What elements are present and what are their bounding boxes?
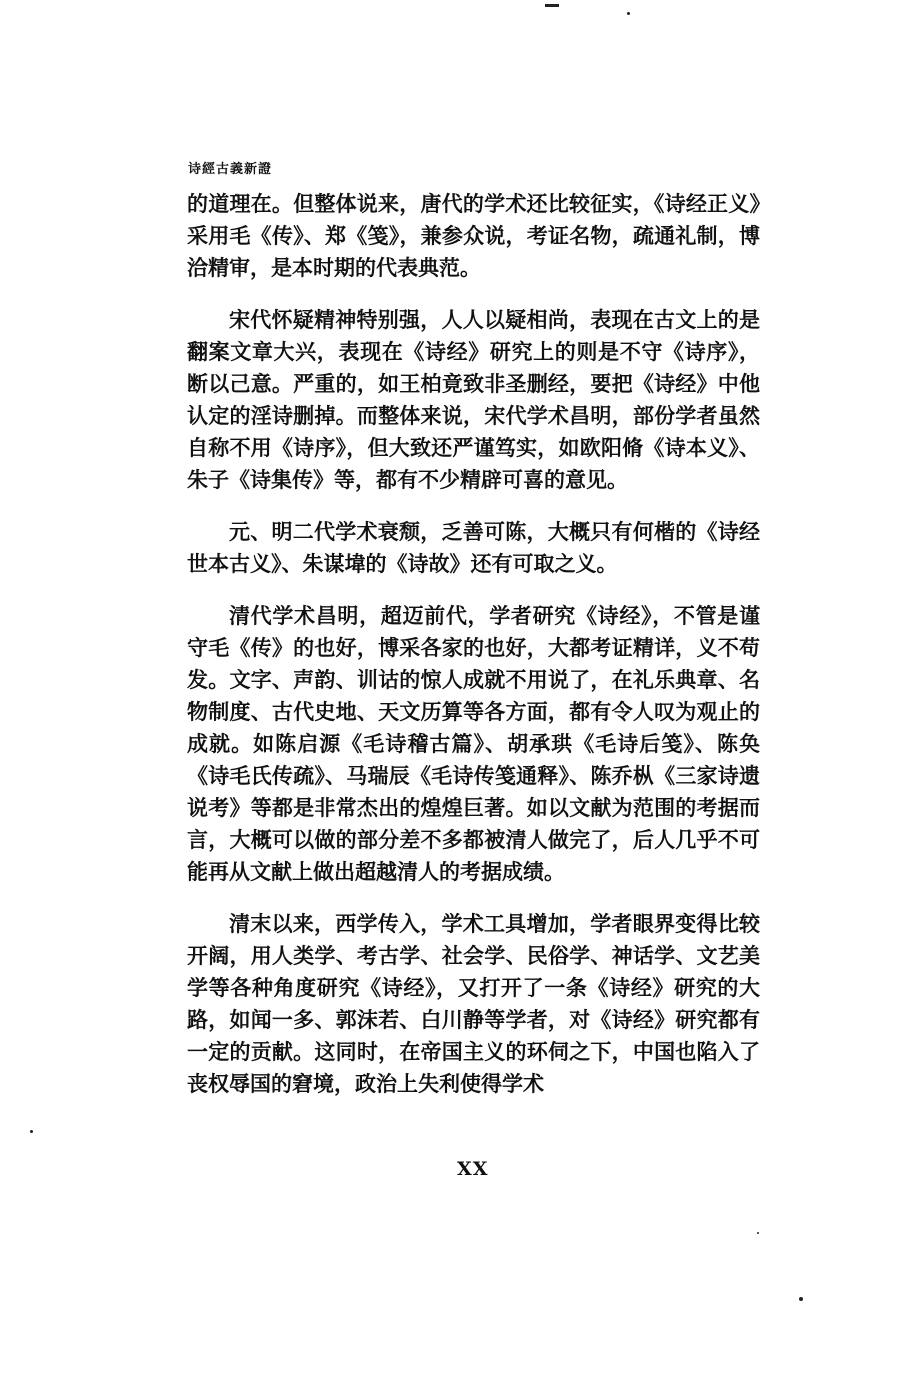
page-number: XX — [457, 1158, 489, 1180]
body-text — [187, 188, 760, 1120]
scan-mark — [545, 4, 559, 7]
scan-speck — [799, 1297, 803, 1301]
paragraph-late-qing: 清末以来，西学传入，学术工具增加，学者眼界变得比较开阔，用人类学、考古学、社会学、民俗学、神话学、文艺美学等各种角度研究《诗经》，又打开了一条《诗经》研究的大路，如闻一多、郭沫若、白川静等学者，对《诗经》研究都有一定的贡献。这同时，在帝国主义的环伺之下，中国也陷入了丧权辱国的窘境，政治上失利使得学术 — [187, 911, 760, 1096]
scan-speck — [757, 1232, 759, 1234]
paragraph-tang: 的道理在。但整体说来，唐代的学术还比较征实，《诗经正义》采用毛《传》、郑《笺》，兼参众说，考证名物，疏通礼制，博洽精审，是本时期的代表典范。 — [187, 191, 760, 280]
scan-speck — [627, 12, 630, 15]
paragraph-qing: 清代学术昌明，超迈前代，学者研究《诗经》，不管是谨守毛《传》的也好，博采各家的也好，大都考证精详，义不苟发。文字、声韵、训诂的惊人成就不用说了，在礼乐典章、名物制度、古代史地、天文历算等各方面，都有令人叹为观止的成就。如陈启源《毛诗稽古篇》、胡承珙《毛诗后笺》、陈奂《诗毛氏传疏》、马瑞辰《毛诗传笺通释》、陈乔枞《三家诗遗说考》等都是非常杰出的煌煌巨著。如以文献为范围的考据而言，大概可以做的部分差不多都被清人做完了，后人几乎不可能再从文献上做出超越清人的考据成绩。 — [187, 603, 760, 884]
paragraph-song: 宋代怀疑精神特别强，人人以疑相尚，表现在古文上的是翻案文章大兴，表现在《诗经》研究上的则是不守《诗序》，断以己意。严重的，如王柏竟致非圣删经，要把《诗经》中他认定的淫诗删掉。而整体来说，宋代学术昌明，部份学者虽然自称不用《诗序》，但大致还严谨笃实，如欧阳脩《诗本义》、朱子《诗集传》等，都有不少精辟可喜的意见。 — [187, 307, 760, 492]
running-head: 诗經古義新證 — [188, 162, 273, 177]
paragraph-yuan-ming: 元、明二代学术衰颓，乏善可陈，大概只有何楷的《诗经世本古义》、朱谋㙔的《诗故》还有可取之义。 — [187, 519, 760, 576]
scan-speck — [30, 1130, 33, 1133]
